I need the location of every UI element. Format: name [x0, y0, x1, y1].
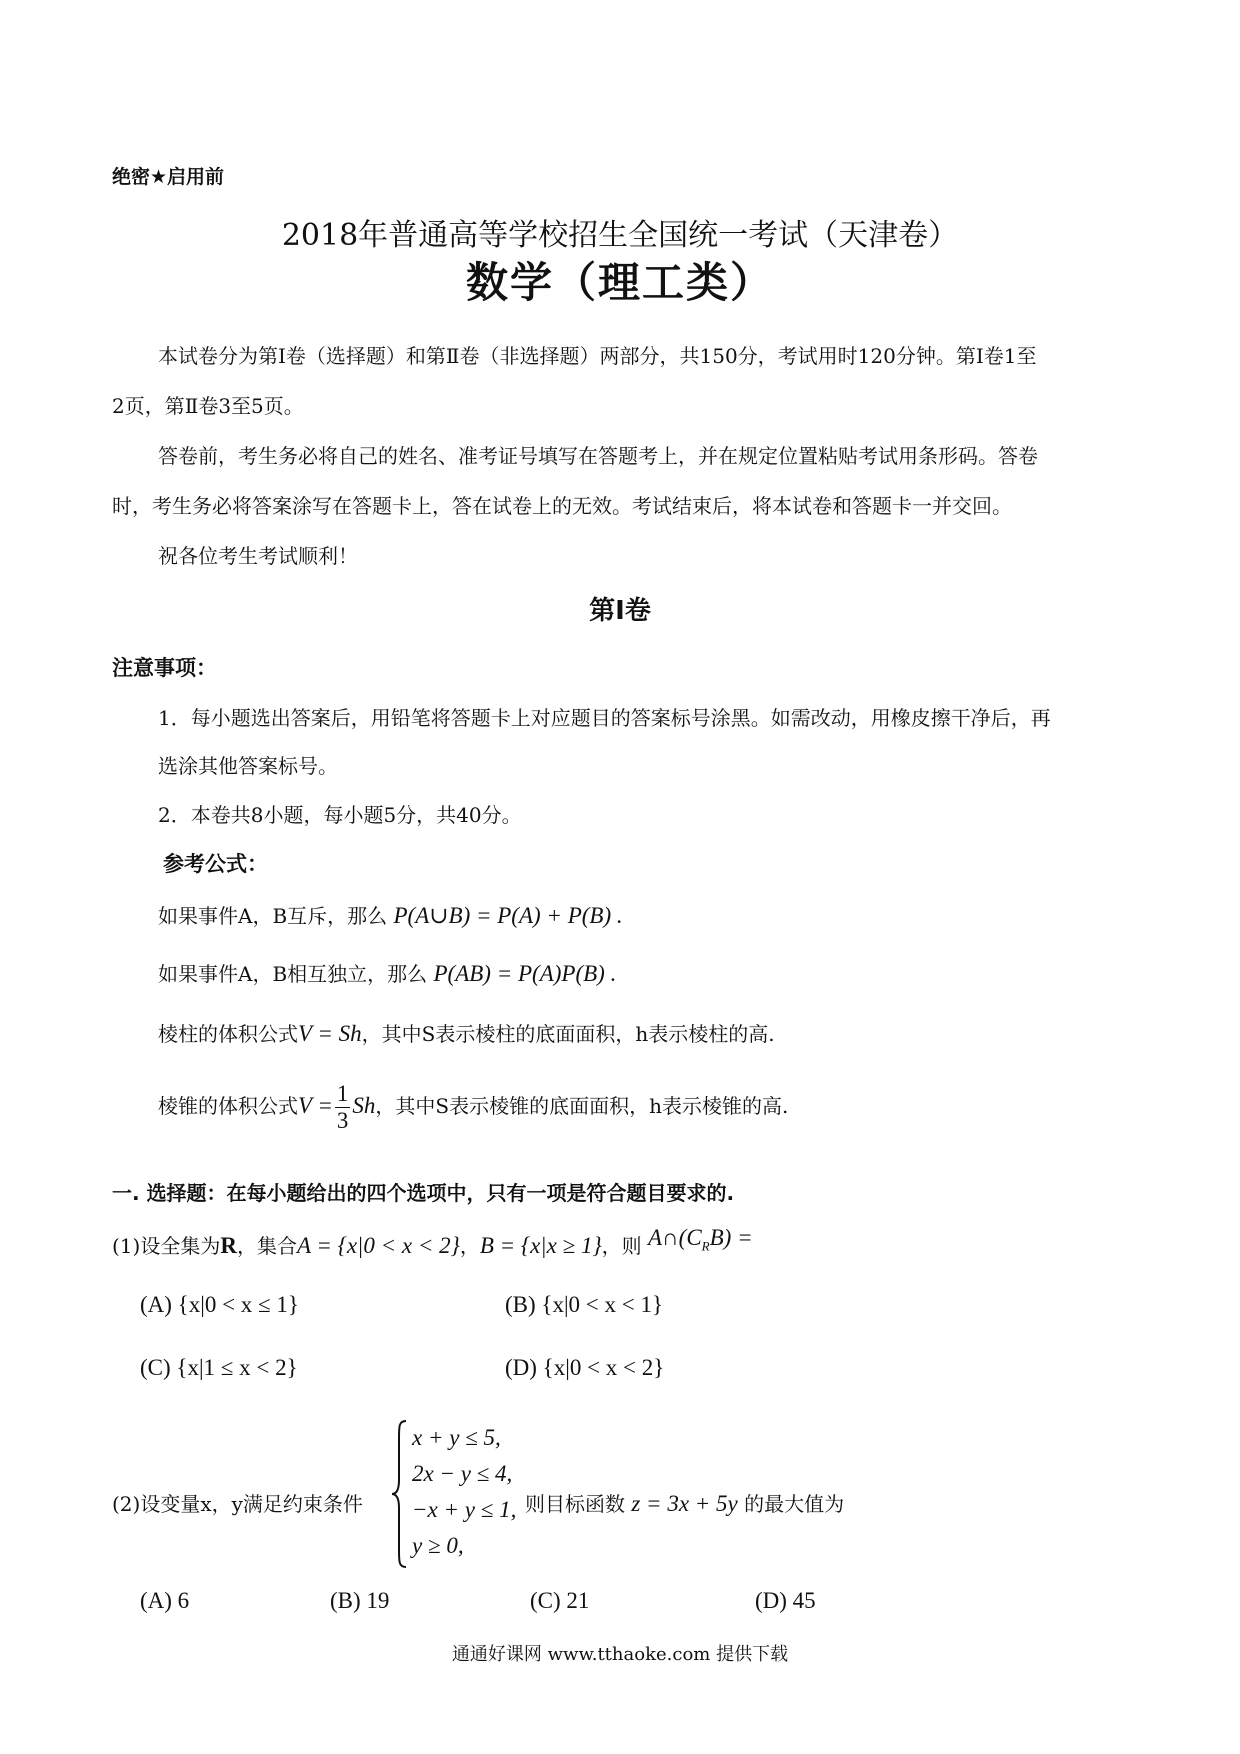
note-2: 2．本卷共8小题，每小题5分，共40分。	[158, 803, 522, 827]
part1-heading: 一. 选择题：在每小题给出的四个选项中，只有一项是符合题目要求的.	[112, 1181, 735, 1205]
constraint-brace-icon	[390, 1418, 410, 1570]
q2-stem-a: (2)设变量x，y满足约束条件	[112, 1492, 363, 1516]
section-title: 第Ⅰ卷	[589, 596, 651, 626]
formula-4-math-b: Sh	[352, 1093, 376, 1118]
constraint-line: −x + y ≤ 1,	[412, 1497, 517, 1522]
formula-mutually-exclusive	[158, 900, 623, 929]
fraction-numerator: 1	[336, 1081, 349, 1106]
constraint-line: y ≥ 0,	[412, 1533, 464, 1558]
formula-3-math: V = Sh	[298, 1021, 362, 1046]
q1-option-d[interactable]: (D) {x|0 < x < 2}	[505, 1355, 665, 1380]
q1-stem-b: ，集合	[236, 1234, 297, 1258]
formula-heading: 参考公式：	[163, 852, 268, 876]
formula-2-text: 如果事件A，B相互独立，那么	[158, 962, 428, 986]
formula-prism-volume	[158, 1018, 775, 1047]
fraction-denominator: 3	[336, 1108, 349, 1133]
q1-expr-sub: R	[701, 1238, 710, 1254]
formula-1-text: 如果事件A，B互斥，那么	[158, 904, 388, 928]
formula-3-text-b: ，其中S表示棱柱的底面面积，h表示棱柱的高.	[361, 1022, 775, 1046]
q1-stem-a: (1)设全集为	[112, 1234, 221, 1258]
formula-1-math: P(A∪B) = P(A) + P(B) .	[393, 903, 623, 928]
exam-title: 2018年普通高等学校招生全国统一考试（天津卷）	[281, 218, 959, 253]
q2-option-d[interactable]: (D) 45	[755, 1588, 816, 1613]
q1-expr-end: B) =	[709, 1225, 753, 1250]
q1-option-c[interactable]: (C) {x|1 ≤ x < 2}	[140, 1355, 298, 1380]
q1-set-A: A = {x|0 < x < 2}	[296, 1233, 460, 1258]
q1-expr: A∩(C	[648, 1225, 702, 1250]
q1-sep: ，	[459, 1234, 480, 1258]
q1-stem-c: ，则	[601, 1234, 642, 1258]
confidential-label: 绝密★启用前	[112, 166, 225, 188]
formula-2-math: P(AB) = P(A)P(B) .	[433, 961, 617, 986]
formula-3-text-a: 棱柱的体积公式	[158, 1022, 298, 1046]
question-2-stem-tail	[525, 1488, 844, 1517]
formula-pyramid-volume	[158, 1078, 788, 1134]
footer-source: 通通好课网 www.tthaoke.com 提供下载	[451, 1644, 789, 1665]
fraction-one-third	[335, 1081, 351, 1134]
q2-option-b[interactable]: (B) 19	[330, 1588, 390, 1613]
q2-objective: z = 3x + 5y	[631, 1491, 738, 1516]
formula-4-text-b: ，其中S表示棱锥的底面面积，h表示棱锥的高.	[375, 1094, 789, 1118]
q1-option-a[interactable]: (A) {x|0 < x ≤ 1}	[140, 1292, 299, 1317]
constraint-line: 2x − y ≤ 4,	[412, 1461, 513, 1486]
q2-stem-b: 则目标函数	[525, 1492, 625, 1516]
formula-4-text-a: 棱锥的体积公式	[158, 1094, 298, 1118]
formula-independent	[158, 958, 616, 987]
subject-title: 数学（理工类）	[465, 258, 774, 307]
note-1-line2: 选涂其他答案标号。	[158, 754, 338, 778]
q2-stem-c: 的最大值为	[744, 1492, 845, 1516]
intro-para1-line2: 2页，第Ⅱ卷3至5页。	[112, 394, 304, 418]
intro-para2-line1: 答卷前，考生务必将自己的姓名、准考证号填写在答题考上，并在规定位置粘贴考试用条形码。答卷	[158, 444, 1038, 468]
q1-expression	[648, 1225, 753, 1254]
q1-stem-R: R	[220, 1233, 237, 1258]
formula-4-math-a: V =	[298, 1093, 333, 1118]
intro-para3: 祝各位考生考试顺利！	[158, 544, 358, 568]
q2-option-a[interactable]: (A) 6	[140, 1588, 190, 1613]
intro-para1-line1: 本试卷分为第Ⅰ卷（选择题）和第Ⅱ卷（非选择题）两部分，共150分，考试用时120分钟。第Ⅰ卷1至	[158, 344, 1037, 368]
intro-para2-line2: 时，考生务必将答案涂写在答题卡上，答在试卷上的无效。考试结束后，将本试卷和答题卡一并交回。	[112, 494, 1012, 518]
q2-option-c[interactable]: (C) 21	[530, 1588, 590, 1613]
notes-heading: 注意事项：	[112, 656, 217, 680]
note-1-line1: 1．每小题选出答案后，用铅笔将答题卡上对应题目的答案标号涂黑。如需改动，用橡皮擦干净后，再	[158, 706, 1051, 730]
constraint-line: x + y ≤ 5,	[412, 1425, 501, 1450]
constraint-system	[412, 1420, 516, 1564]
q1-set-B: B = {x|x ≥ 1}	[479, 1233, 602, 1258]
q1-option-b[interactable]: (B) {x|0 < x < 1}	[505, 1292, 664, 1317]
question-1-stem	[112, 1225, 753, 1263]
